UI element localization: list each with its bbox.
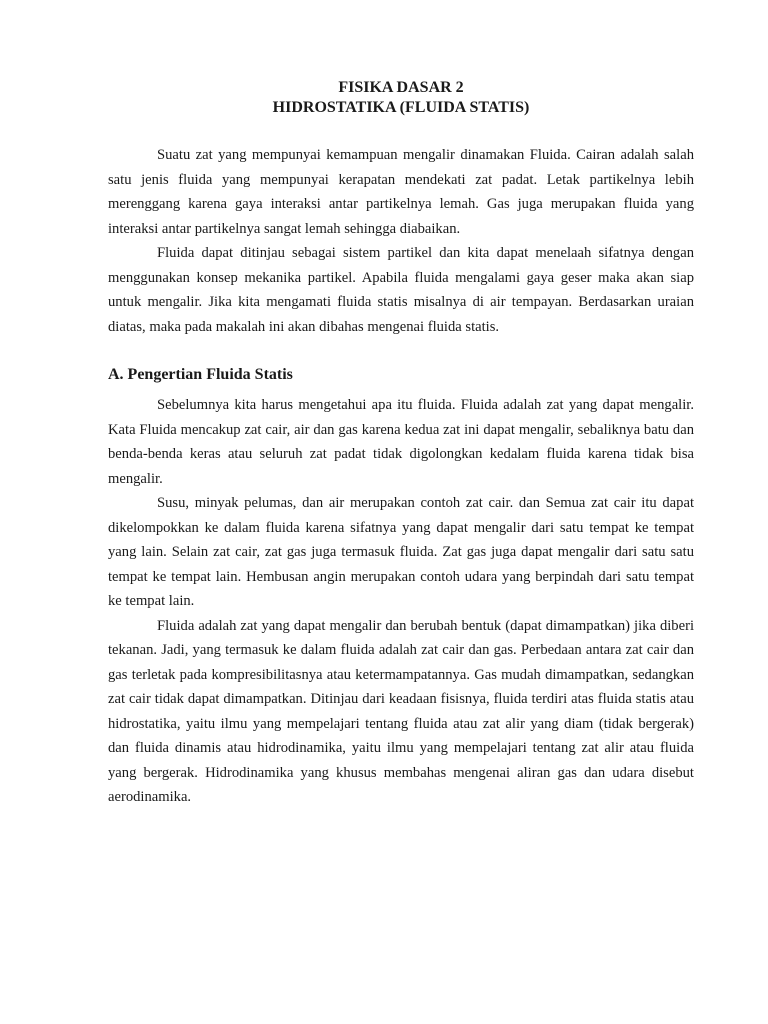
intro-section — [108, 143, 694, 339]
intro-paragraph-2: Fluida dapat ditinjau sebagai sistem partikel dan kita dapat menelaah sifatnya dengan menggunakan konsep mekanika partikel. Apabila fluida mengalami gaya geser maka akan siap untuk mengalir. Jika kita mengamati fluida statis misalnya di air tempayan. Berdasarkan uraian diatas, maka pada makalah ini akan dibahas mengenai fluida statis. — [108, 245, 694, 335]
section-a — [108, 365, 694, 810]
section-a-paragraph-3: Fluida adalah zat yang dapat mengalir dan berubah bentuk (dapat dimampatkan) jika diberi tekanan. Jadi, yang termasuk ke dalam fluida adalah zat cair dan gas. Perbedaan antara zat cair dan gas terletak pada kompresibilitasnya atau ketermampatannya. Gas mudah dimampatkan, sedangkan zat cair tidak dapat dimampatkan. Ditinjau dari keadaan fisisnya, fluida terdiri atas fluida statis atau hidrostatika, yaitu ilmu yang mempelajari tentang fluida atau zat alir yang diam (tidak bergerak) dan fluida dinamis atau hidrodinamika, yaitu ilmu yang mempelajari tentang zat alir atau fluida yang bergerak. Hidrodinamika yang khusus membahas mengenai aliran gas dan udara disebut aerodinamika. — [108, 617, 694, 805]
section-a-heading: A. Pengertian Fluida Statis — [108, 366, 293, 383]
section-a-paragraph-2: Susu, minyak pelumas, dan air merupakan contoh zat cair. dan Semua zat cair itu dapat dikelompokkan ke dalam fluida karena sifatnya yang dapat mengalir dari satu tempat ke tempat yang lain. Selain zat cair, zat gas juga termasuk fluida. Zat gas juga dapat mengalir dari satu satu tempat ke tempat lain. Hembusan angin merupakan contoh udara yang berpindah dari satu tempat ke tempat lain. — [108, 495, 694, 609]
title-block — [108, 78, 694, 118]
intro-paragraph-1: Suatu zat yang mempunyai kemampuan mengalir dinamakan Fluida. Cairan adalah salah satu jenis fluida yang mempunyai kerapatan mendekati zat padat. Letak partikelnya lebih merenggang karena gaya interaksi antar partikelnya lemah. Gas juga merupakan fluida yang interaksi antar partikelnya sangat lemah sehingga diabaikan. — [108, 147, 694, 237]
section-a-paragraph-1: Sebelumnya kita harus mengetahui apa itu fluida. Fluida adalah zat yang dapat mengalir. Kata Fluida mencakup zat cair, air dan gas karena kedua zat ini dapat mengalir, sebaliknya batu dan benda-benda keras atau seluruh zat padat tidak digolongkan kedalam fluida karena tidak bisa mengalir. — [108, 397, 694, 487]
document-title: FISIKA DASAR 2 — [338, 79, 464, 96]
document-subtitle: HIDROSTATIKA (FLUIDA STATIS) — [272, 99, 530, 116]
